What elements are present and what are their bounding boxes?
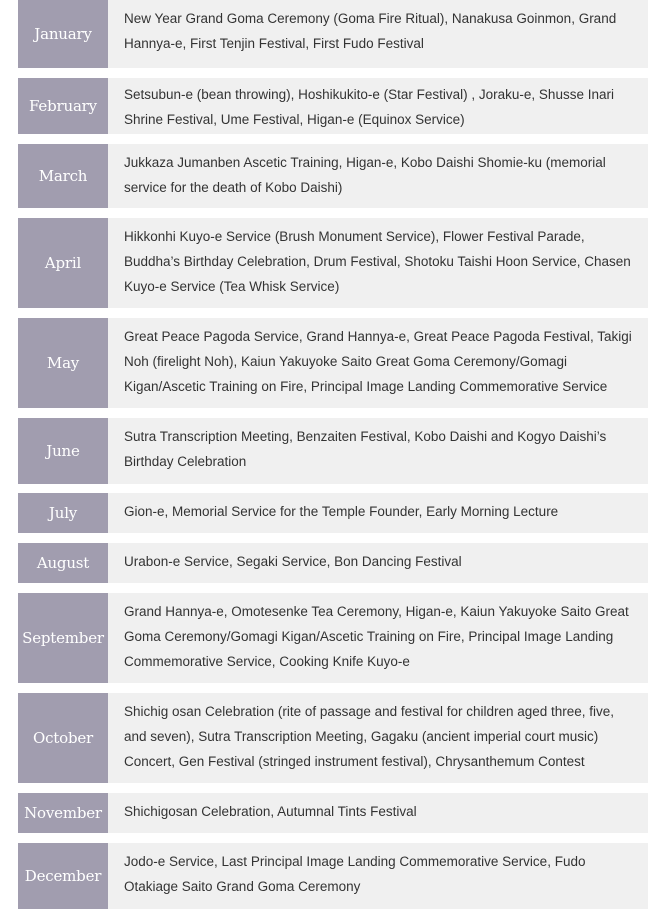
month-row-july (18, 493, 648, 533)
month-row-december (18, 843, 648, 909)
month-events: Setsubun-e (bean throwing), Hoshikukito-e (Star Festival) , Joraku-e, Shusse Inari Shrine Festival, Ume Festival, Higan-e (Equinox Service) (108, 78, 648, 134)
month-label: March (18, 144, 108, 208)
month-row-january (18, 0, 648, 68)
month-label: October (18, 693, 108, 783)
month-events: New Year Grand Goma Ceremony (Goma Fire Ritual), Nanakusa Goinmon, Grand Hannya-e, First Tenjin Festival, First Fudo Festival (108, 0, 648, 68)
month-label: January (18, 0, 108, 68)
month-row-september (18, 593, 648, 683)
month-events: Jodo-e Service, Last Principal Image Landing Commemorative Service, Fudo Otakiage Saito Grand Goma Ceremony (108, 843, 648, 909)
month-events: Great Peace Pagoda Service, Grand Hannya-e, Great Peace Pagoda Festival, Takigi Noh (firelight Noh), Kaiun Yakuyoke Saito Great Goma Ceremony/Gomagi Kigan/Ascetic Training on Fire, Principal Image Landing Commemorative Service (108, 318, 648, 408)
month-events: Jukkaza Jumanben Ascetic Training, Higan-e, Kobo Daishi Shomie-ku (memorial service for the death of Kobo Daishi) (108, 144, 648, 208)
month-events: Grand Hannya-e, Omotesenke Tea Ceremony, Higan-e, Kaiun Yakuyoke Saito Great Goma Ceremony/Gomagi Kigan/Ascetic Training on Fire, Principal Image Landing Commemorative Service, Cooking Knife Kuyo-e (108, 593, 648, 683)
month-label: December (18, 843, 108, 909)
month-events: Urabon-e Service, Segaki Service, Bon Dancing Festival (108, 543, 648, 583)
month-row-february (18, 78, 648, 134)
month-row-march (18, 144, 648, 208)
month-events: Sutra Transcription Meeting, Benzaiten Festival, Kobo Daishi and Kogyo Daishi’s Birthday Celebration (108, 418, 648, 484)
month-label: July (18, 493, 108, 533)
month-row-april (18, 218, 648, 308)
month-row-november (18, 793, 648, 833)
month-label: September (18, 593, 108, 683)
month-events: Gion-e, Memorial Service for the Temple Founder, Early Morning Lecture (108, 493, 648, 533)
month-label: May (18, 318, 108, 408)
month-row-august (18, 543, 648, 583)
month-row-june (18, 418, 648, 484)
month-label: June (18, 418, 108, 484)
month-events: Shichig osan Celebration (rite of passage and festival for children aged three, five, and seven), Sutra Transcription Meeting, Gagaku (ancient imperial court music) Concert, Gen Festival (stringed instrument festival), Chrysanthemum Contest (108, 693, 648, 783)
month-events: Shichigosan Celebration, Autumnal Tints Festival (108, 793, 648, 833)
month-label: November (18, 793, 108, 833)
month-row-october (18, 693, 648, 783)
month-events: Hikkonhi Kuyo-e Service (Brush Monument Service), Flower Festival Parade, Buddha’s Birthday Celebration, Drum Festival, Shotoku Taishi Hoon Service, Chasen Kuyo-e Service (Tea Whisk Service) (108, 218, 648, 308)
month-label: April (18, 218, 108, 308)
month-row-may (18, 318, 648, 408)
month-label: February (18, 78, 108, 134)
month-label: August (18, 543, 108, 583)
